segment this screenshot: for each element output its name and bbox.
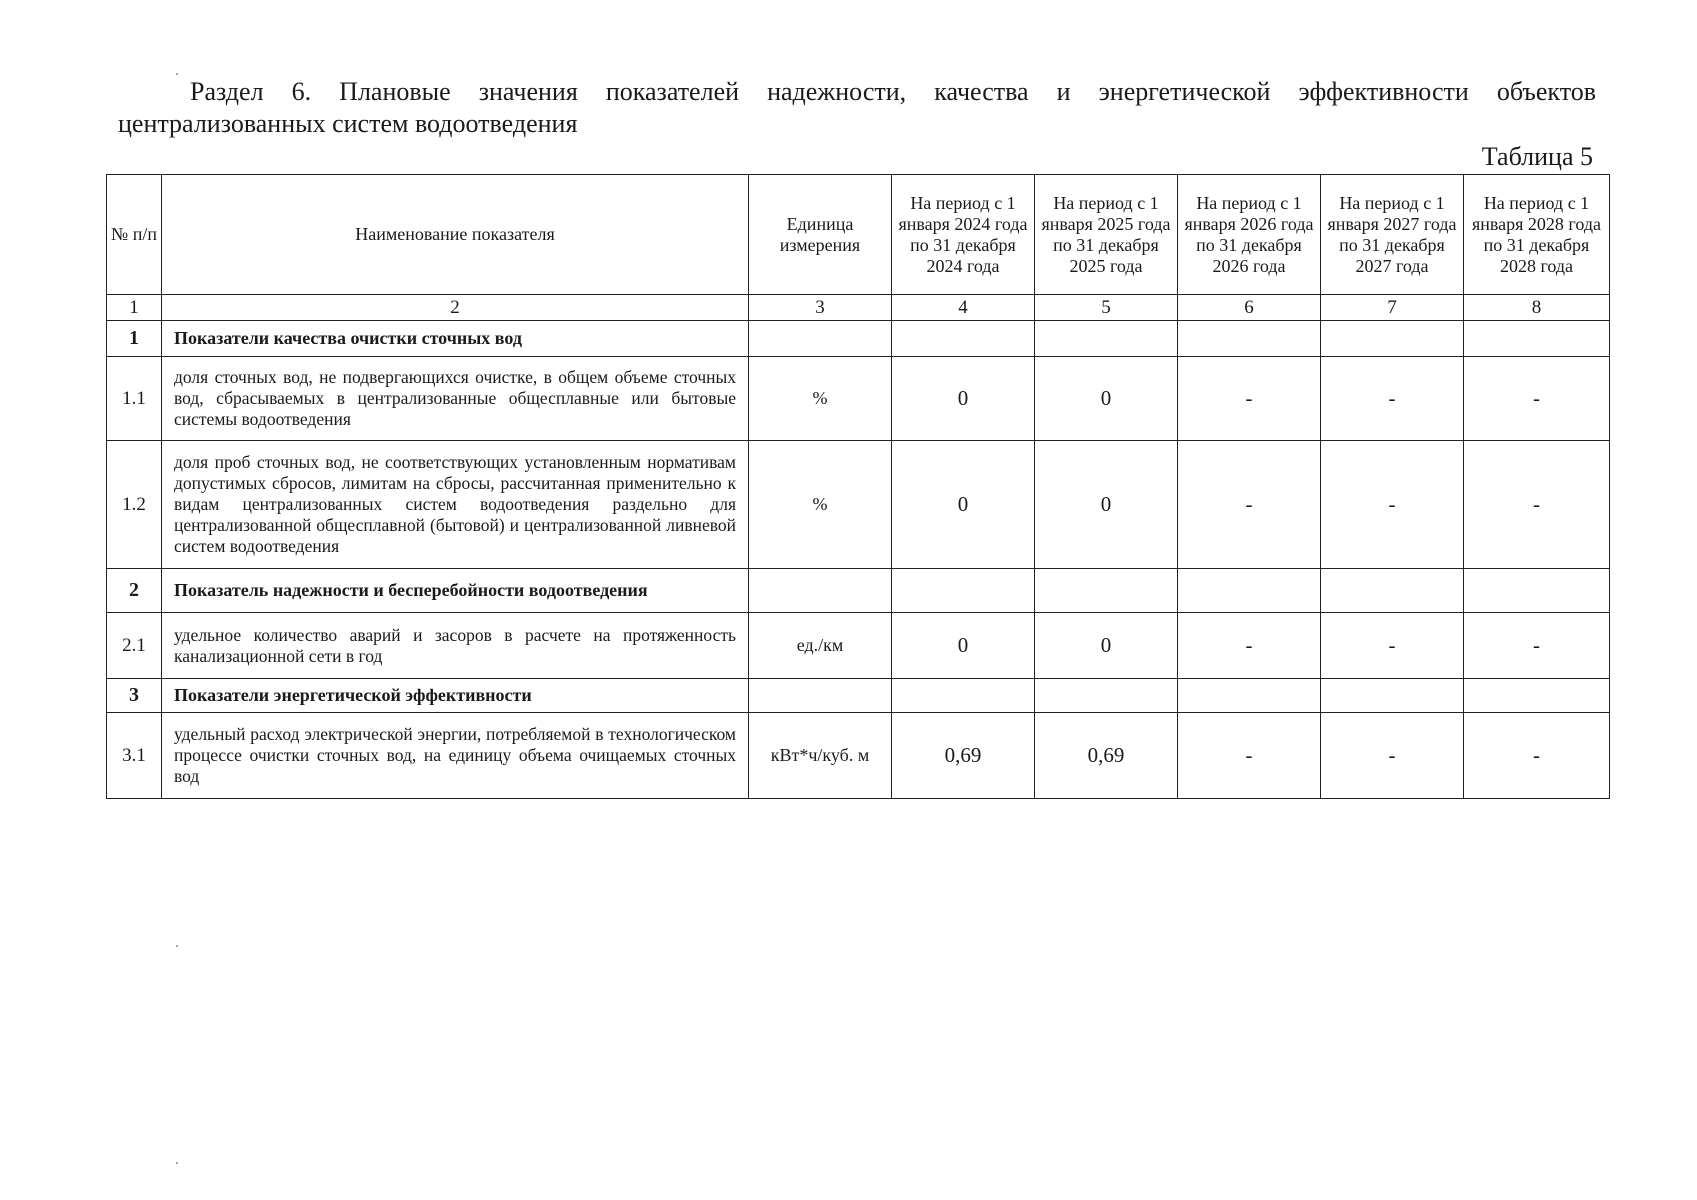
column-index: 4 [892, 295, 1035, 321]
scan-speck [176, 1162, 178, 1164]
empty-cell [1178, 321, 1321, 357]
section-title: Показатели энергетической эффективности [162, 679, 749, 713]
section-row [107, 679, 1610, 713]
empty-cell [892, 321, 1035, 357]
unit-cell: кВт*ч/куб. м [749, 713, 892, 799]
column-index: 7 [1321, 295, 1464, 321]
indicator-name: доля сточных вод, не подвергающихся очистке, в общем объеме сточных вод, сбрасываемых в централизованные общесплавные или бытовые системы водоотведения [162, 357, 749, 441]
table-row [107, 441, 1610, 569]
indicators-table [106, 174, 1610, 799]
column-index: 3 [749, 295, 892, 321]
value-cell: 0 [892, 441, 1035, 569]
table-header-row [107, 175, 1610, 295]
row-number: 1.1 [107, 357, 162, 441]
empty-cell [1178, 679, 1321, 713]
value-cell: - [1321, 613, 1464, 679]
column-index: 8 [1464, 295, 1610, 321]
value-cell: 0,69 [1035, 713, 1178, 799]
value-cell: - [1321, 357, 1464, 441]
header-period-2026: На период с 1 января 2026 года по 31 декабря 2026 года [1178, 175, 1321, 295]
table-row [107, 713, 1610, 799]
table-caption: Таблица 5 [1481, 142, 1593, 171]
value-cell: - [1178, 441, 1321, 569]
column-index: 1 [107, 295, 162, 321]
value-cell: - [1464, 357, 1610, 441]
column-index: 6 [1178, 295, 1321, 321]
empty-cell [892, 569, 1035, 613]
empty-cell [1178, 569, 1321, 613]
table-row [107, 613, 1610, 679]
header-num: № п/п [107, 175, 162, 295]
value-cell: 0 [892, 613, 1035, 679]
empty-cell [1035, 321, 1178, 357]
header-unit: Единица измерения [749, 175, 892, 295]
value-cell: - [1178, 613, 1321, 679]
value-cell: - [1464, 613, 1610, 679]
section-number: 2 [107, 569, 162, 613]
section-title: Показатель надежности и бесперебойности водоотведения [162, 569, 749, 613]
header-period-2027: На период с 1 января 2027 года по 31 декабря 2027 года [1321, 175, 1464, 295]
empty-cell [749, 679, 892, 713]
row-number: 2.1 [107, 613, 162, 679]
table-row [107, 357, 1610, 441]
section-heading [118, 76, 1596, 140]
section-row [107, 321, 1610, 357]
empty-cell [1464, 679, 1610, 713]
empty-cell [892, 679, 1035, 713]
header-name: Наименование показателя [162, 175, 749, 295]
empty-cell [1321, 679, 1464, 713]
value-cell: 0,69 [892, 713, 1035, 799]
empty-cell [1035, 679, 1178, 713]
value-cell: - [1178, 713, 1321, 799]
indicator-name: удельное количество аварий и засоров в расчете на протяженность канализационной сети в год [162, 613, 749, 679]
header-period-2025: На период с 1 января 2025 года по 31 декабря 2025 года [1035, 175, 1178, 295]
column-index: 5 [1035, 295, 1178, 321]
section-title: Показатели качества очистки сточных вод [162, 321, 749, 357]
unit-cell: % [749, 441, 892, 569]
column-index: 2 [162, 295, 749, 321]
empty-cell [749, 321, 892, 357]
empty-cell [749, 569, 892, 613]
section-heading-line1: Раздел 6. Плановые значения показателей надежности, качества и энергетической эффективности объектов [190, 77, 1596, 106]
value-cell: - [1321, 441, 1464, 569]
row-number: 1.2 [107, 441, 162, 569]
empty-cell [1464, 321, 1610, 357]
header-period-2028: На период с 1 января 2028 года по 31 декабря 2028 года [1464, 175, 1610, 295]
section-row [107, 569, 1610, 613]
value-cell: 0 [1035, 441, 1178, 569]
empty-cell [1464, 569, 1610, 613]
section-heading-line2: централизованных систем водоотведения [118, 109, 578, 138]
value-cell: 0 [1035, 357, 1178, 441]
empty-cell [1321, 321, 1464, 357]
value-cell: 0 [1035, 613, 1178, 679]
value-cell: - [1464, 441, 1610, 569]
value-cell: - [1464, 713, 1610, 799]
indicator-name: удельный расход электрической энергии, потребляемой в технологическом процессе очистки сточных вод, на единицу объема очищаемых сточных вод [162, 713, 749, 799]
value-cell: 0 [892, 357, 1035, 441]
header-period-2024: На период с 1 января 2024 года по 31 декабря 2024 года [892, 175, 1035, 295]
scan-speck [176, 73, 178, 75]
column-index-row [107, 295, 1610, 321]
unit-cell: % [749, 357, 892, 441]
row-number: 3.1 [107, 713, 162, 799]
scan-speck [176, 945, 178, 947]
section-number: 1 [107, 321, 162, 357]
empty-cell [1035, 569, 1178, 613]
value-cell: - [1321, 713, 1464, 799]
section-number: 3 [107, 679, 162, 713]
unit-cell: ед./км [749, 613, 892, 679]
empty-cell [1321, 569, 1464, 613]
indicator-name: доля проб сточных вод, не соответствующих установленным нормативам допустимых сбросов, лимитам на сбросы, рассчитанная применительно к видам централизованных систем водоотведения раздельно для централизованной общесплавной (бытовой) и централизованной ливневой систем водоотведения [162, 441, 749, 569]
value-cell: - [1178, 357, 1321, 441]
